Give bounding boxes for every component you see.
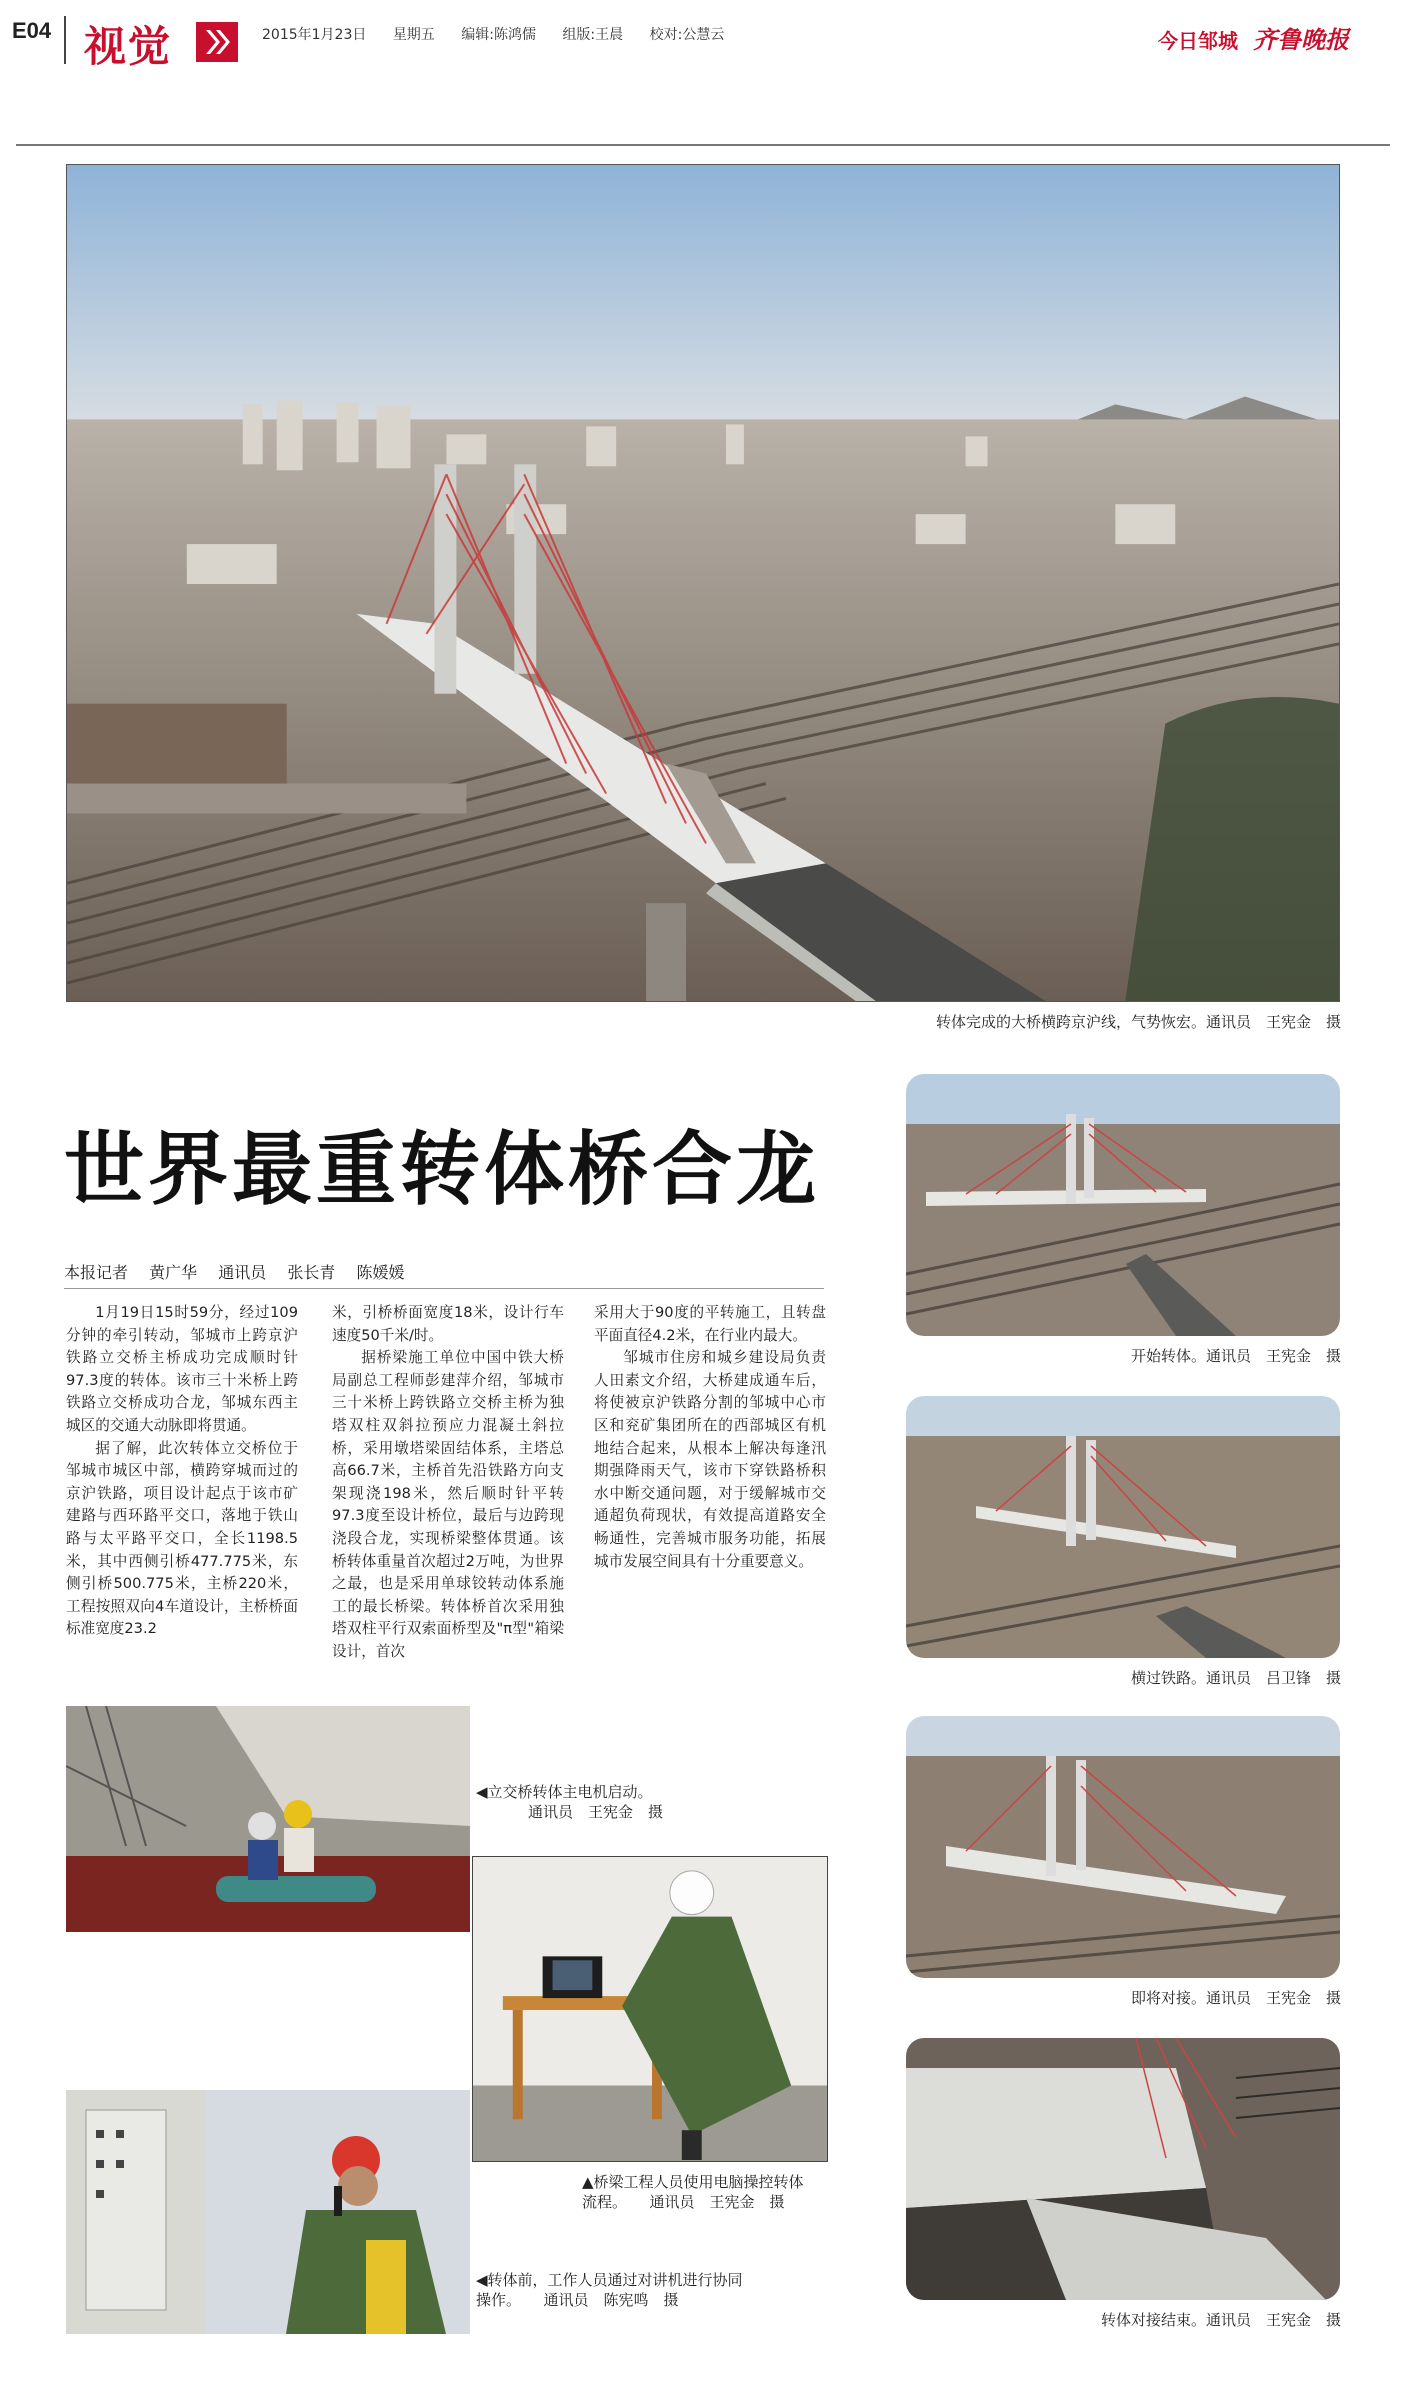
issue-date: 2015年1月23日	[262, 27, 367, 43]
issue-weekday: 星期五	[392, 27, 435, 43]
radio-caption	[476, 2270, 743, 2311]
byline-rule	[64, 1288, 824, 1289]
editor-credit: 编辑:陈鸿儒	[461, 27, 536, 43]
paragraph: 1月19日15时59分，经过109分钟的牵引转动，邹城市上跨京沪铁路立交桥主桥成功完成顺时针97.3度的转体。该市三十米桥上跨铁路立交桥成功合龙，邹城东西主城区的交通大动脉即将贯通。	[66, 1304, 298, 1434]
header-meta	[262, 24, 746, 44]
main-photo-caption: 转体完成的大桥横跨京沪线，气势恢宏。通讯员 王宪金 摄	[935, 1013, 1341, 1031]
proof-credit: 校对:公慧云	[649, 27, 725, 43]
side-photo-start-rotation	[906, 1074, 1340, 1336]
article-column-2	[332, 1302, 564, 1664]
main-bridge-photo	[66, 164, 1340, 1002]
paragraph: 据了解，此次转体立交桥位于邹城市城区中部，横跨穿城而过的京沪铁路，项目设计起点于该市矿建路与西环路平交口，落地于铁山路与太平路平交口，全长1198.5米，其中西侧引桥477.775米，东侧引桥500.775米，主桥220米，工程按照双向4车道设计，主桥桥面标准宽度23.2	[66, 1439, 298, 1638]
paragraph: 采用大于90度的平转施工，且转盘平面直径4.2米，在行业内最大。	[594, 1304, 826, 1344]
side-photo-about-to-connect	[906, 1716, 1340, 1978]
header-rule	[16, 144, 1390, 146]
motor-caption	[476, 1782, 663, 1823]
section-title: 视觉	[84, 22, 173, 71]
side-caption-4: 转体对接结束。通讯员 王宪金 摄	[1100, 2311, 1341, 2329]
side-caption-3: 即将对接。通讯员 王宪金 摄	[1130, 1989, 1341, 2007]
radio-caption-text: ◀转体前，工作人员通过对讲机进行协同	[476, 2271, 743, 2289]
byline-reporter: 黄广华	[149, 1263, 198, 1282]
computer-control-photo	[472, 1856, 828, 2162]
page-number: E04	[12, 18, 52, 43]
byline	[64, 1260, 420, 1283]
byline-role: 通讯员	[218, 1263, 267, 1282]
article-column-3	[594, 1302, 826, 1573]
motor-caption-text: ◀立交桥转体主电机启动。	[476, 1783, 653, 1801]
headline: 世界最重转体桥合龙	[64, 1123, 820, 1216]
motor-caption-credit: 通讯员 王宪金 摄	[528, 1803, 664, 1822]
paragraph: 据桥梁施工单位中国中铁大桥局副总工程师彭建萍介绍，邹城市三十米桥上跨铁路立交桥主桥为独塔双柱双斜拉预应力混凝土斜拉桥，采用墩塔梁固结体系，主塔总高66.7米，主桥首先沿铁路方向支架现浇198米，然后顺时针平转97.3度至设计桥位，最后与边跨现浇段合龙，实现桥梁整体贯通。该桥转体重量首次超过2万吨，为世界之最，也是采用单球铰转动体系施工的最长桥梁。转体桥首次采用独塔双柱平行双索面桥型及"π型"箱梁设计，首次	[332, 1349, 564, 1660]
section-chevron-icon	[196, 22, 238, 62]
motor-start-photo	[66, 1706, 470, 1932]
header-brand	[1158, 20, 1349, 55]
paragraph: 米，引桥桥面宽度18米，设计行车速度50千米/时。	[332, 1304, 564, 1344]
header-divider	[64, 16, 66, 64]
byline-correspondent: 陈媛媛	[356, 1263, 405, 1282]
column-name: 今日邹城	[1158, 29, 1239, 53]
layout-credit: 组版:王晨	[562, 27, 624, 43]
side-caption-2: 横过铁路。通讯员 吕卫锋 摄	[1130, 1669, 1341, 1687]
side-caption-1: 开始转体。通讯员 王宪金 摄	[1130, 1347, 1341, 1365]
byline-role: 本报记者	[64, 1263, 129, 1282]
article-column-1	[66, 1302, 298, 1641]
radio-caption-credit: 操作。 通讯员 陈宪鸣 摄	[476, 2291, 679, 2310]
side-photo-connection-complete	[906, 2038, 1340, 2300]
computer-caption	[582, 2172, 804, 2213]
byline-correspondent: 张长青	[287, 1263, 336, 1282]
computer-caption-credit: 流程。 通讯员 王宪金 摄	[582, 2193, 785, 2212]
newspaper-logo: 齐鲁晚报	[1253, 25, 1349, 54]
paragraph: 邹城市住房和城乡建设局负责人田素文介绍，大桥建成通车后，将使被京沪铁路分割的邹城中心市区和兖矿集团所在的西部城区有机地结合起来，从根本上解决每逢汛期强降雨天气，该市下穿铁路桥积水中断交通问题，对于缓解城市交通超负荷现状，有效提高道路安全畅通性，完善城市服务功能，拓展城市发展空间具有十分重要意义。	[594, 1349, 826, 1570]
side-photo-crossing-railway	[906, 1396, 1340, 1658]
radio-coordination-photo	[66, 2090, 470, 2334]
computer-caption-text: ▲桥梁工程人员使用电脑操控转体	[582, 2173, 804, 2191]
